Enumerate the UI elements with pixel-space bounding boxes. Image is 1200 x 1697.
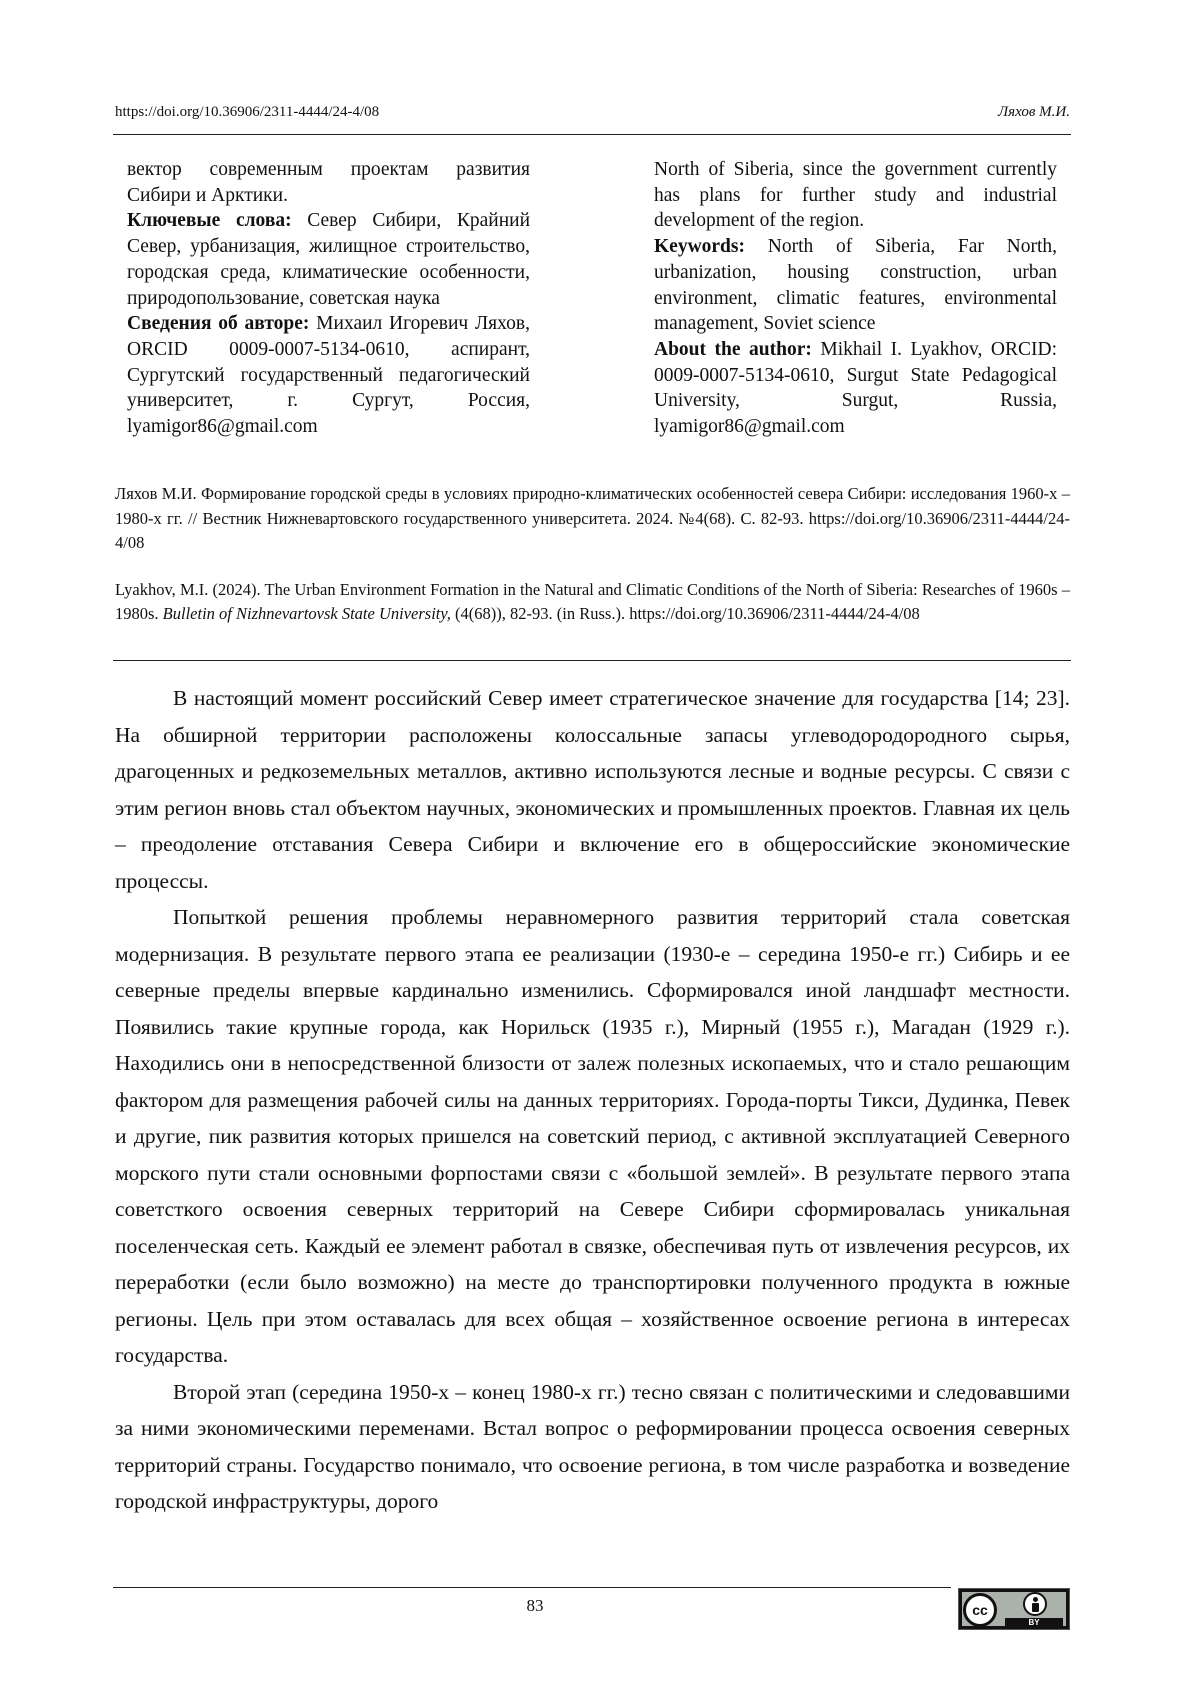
keywords-text-en: North of Siberia, Far North, urbanization, housing construction, urban environment, climatic features, environmental management, Soviet science xyxy=(654,236,1057,334)
body-paragraph: В настоящий момент российский Север имеет стратегическое значение для государства [14; 23]. На обширной территории расположены колоссальные запасы углеводородородного сырья, драгоценных и редкоземельных металлов, активно используются лесные и водные ресурсы. С связи с этим регион вновь стал объектом научных, экономических и промышленных проектов. Главная их цель – преодоление отставания Севера Сибири и включение его в общероссийские экономические процессы. xyxy=(115,680,1070,899)
page-number: 83 xyxy=(0,1596,1070,1616)
abstract-tail-ru: вектор современным проектам развития Сибири и Арктики. xyxy=(127,157,530,208)
creative-commons-icon: cc xyxy=(963,1593,997,1627)
keywords-label-ru: Ключевые слова: xyxy=(127,210,292,231)
author-label-ru: Сведения об авторе: xyxy=(127,313,309,334)
citation-block xyxy=(115,482,1070,649)
abstract-column-ru xyxy=(127,157,530,440)
cc-by-license-badge[interactable] xyxy=(958,1588,1070,1630)
author-info-en xyxy=(654,337,1057,440)
keywords-label-en: Keywords: xyxy=(654,236,745,257)
author-text-ru: Михаил Игоревич Ляхов, ORCID 0009-0007-5134-0610, аспирант, Сургутский государственный педагогический университет, г. Сургут, Россия, lyamigor86@gmail.com xyxy=(127,313,530,437)
person-torso xyxy=(1032,1603,1039,1612)
article-body xyxy=(115,680,1070,1520)
attribution-person-icon xyxy=(1023,1592,1047,1616)
keywords-text-ru: Север Сибири, Крайний Север, урбанизация, жилищное строительство, городская среда, климатические особенности, природопользование, советская наука xyxy=(127,210,530,308)
citation-en-tail: (4(68)), 82-93. (in Russ.). https://doi.org/10.36906/2311-4444/24-4/08 xyxy=(455,604,920,623)
body-paragraph: Попыткой решения проблемы неравномерного развития территорий стала советская модернизация. В результате первого этапа ее реализации (1930-е – середина 1950-е гг.) Сибирь и ее северные пределы впервые кардинально изменились. Сформировался иной ландшафт местности. Появились такие крупные города, как Норильск (1935 г.), Мирный (1955 г.), Магадан (1929 г.). Находились они в непосредственной близости от залеж полезных ископаемых, что и стало решающим фактором для размещения рабочей силы на данных территориях. Города-порты Тикси, Дудинка, Певек и другие, пик развития которых пришелся на советский период, с активной эксплуатацией Северного морского пути стали основными форпостами связи с «большой землей». В результате первого этапа советсткого освоения северных территорий на Севере Сибири сформировалась уникальная поселенческая сеть. Каждый ее элемент работал в связке, обеспечивая путь от извлечения ресурсов, их переработки (если было возможно) на месте до транспортировки полученного продукта в южные регионы. Цель при этом оставалась для всех общая – хозяйственное освоение региона в интересах государства. xyxy=(115,899,1070,1374)
citation-en-journal: Bulletin of Nizhnevartovsk State University, xyxy=(163,604,451,623)
author-label-en: About the author: xyxy=(654,339,812,360)
abstract-columns xyxy=(127,157,1057,440)
author-text-en: Mikhail I. Lyakhov, ORCID: 0009-0007-5134-0610, Surgut State Pedagogical University, Surgut, Russia, lyamigor86@gmail.com xyxy=(654,339,1057,437)
keywords-ru xyxy=(127,208,530,311)
header-rule xyxy=(113,134,1071,135)
running-header xyxy=(115,104,1070,121)
abstract-column-en xyxy=(654,157,1057,440)
header-doi-link[interactable]: https://doi.org/10.36906/2311-4444/24-4/08 xyxy=(115,104,379,121)
journal-page xyxy=(0,0,1200,1697)
author-info-ru xyxy=(127,311,530,440)
abstract-tail-en: North of Siberia, since the government currently has plans for further study and industrial development of the region. xyxy=(654,157,1057,234)
keywords-en xyxy=(654,234,1057,337)
person-head xyxy=(1033,1597,1038,1602)
header-author: Ляхов М.И. xyxy=(998,104,1070,121)
citation-rule xyxy=(113,660,1071,661)
citation-ru: Ляхов М.И. Формирование городской среды в условиях природно-климатических особенностей севера Сибири: исследования 1960-х – 1980-х гг. // Вестник Нижневартовского государственного университета. 2024. №4(68). С. 82-93. https://doi.org/10.36906/2311-4444/24-4/08 xyxy=(115,482,1070,556)
citation-en xyxy=(115,578,1070,627)
citation-en-main: Lyakhov, M.I. (2024). The Urban Environment Formation in the Natural and Climatic Conditions of the North of Siberia: Researches of 1960s – 1980s. xyxy=(115,580,1070,624)
body-paragraph: Второй этап (середина 1950-х – конец 1980-х гг.) тесно связан с политическими и следовавшими за ними экономическими переменами. Встал вопрос о реформировании процесса освоения северных территорий страны. Государство понимало, что освоение региона, в том числе разработка и возведение городской инфраструктуры, дорого xyxy=(115,1374,1070,1520)
footer-rule xyxy=(113,1587,951,1588)
by-label: BY xyxy=(1005,1618,1063,1627)
